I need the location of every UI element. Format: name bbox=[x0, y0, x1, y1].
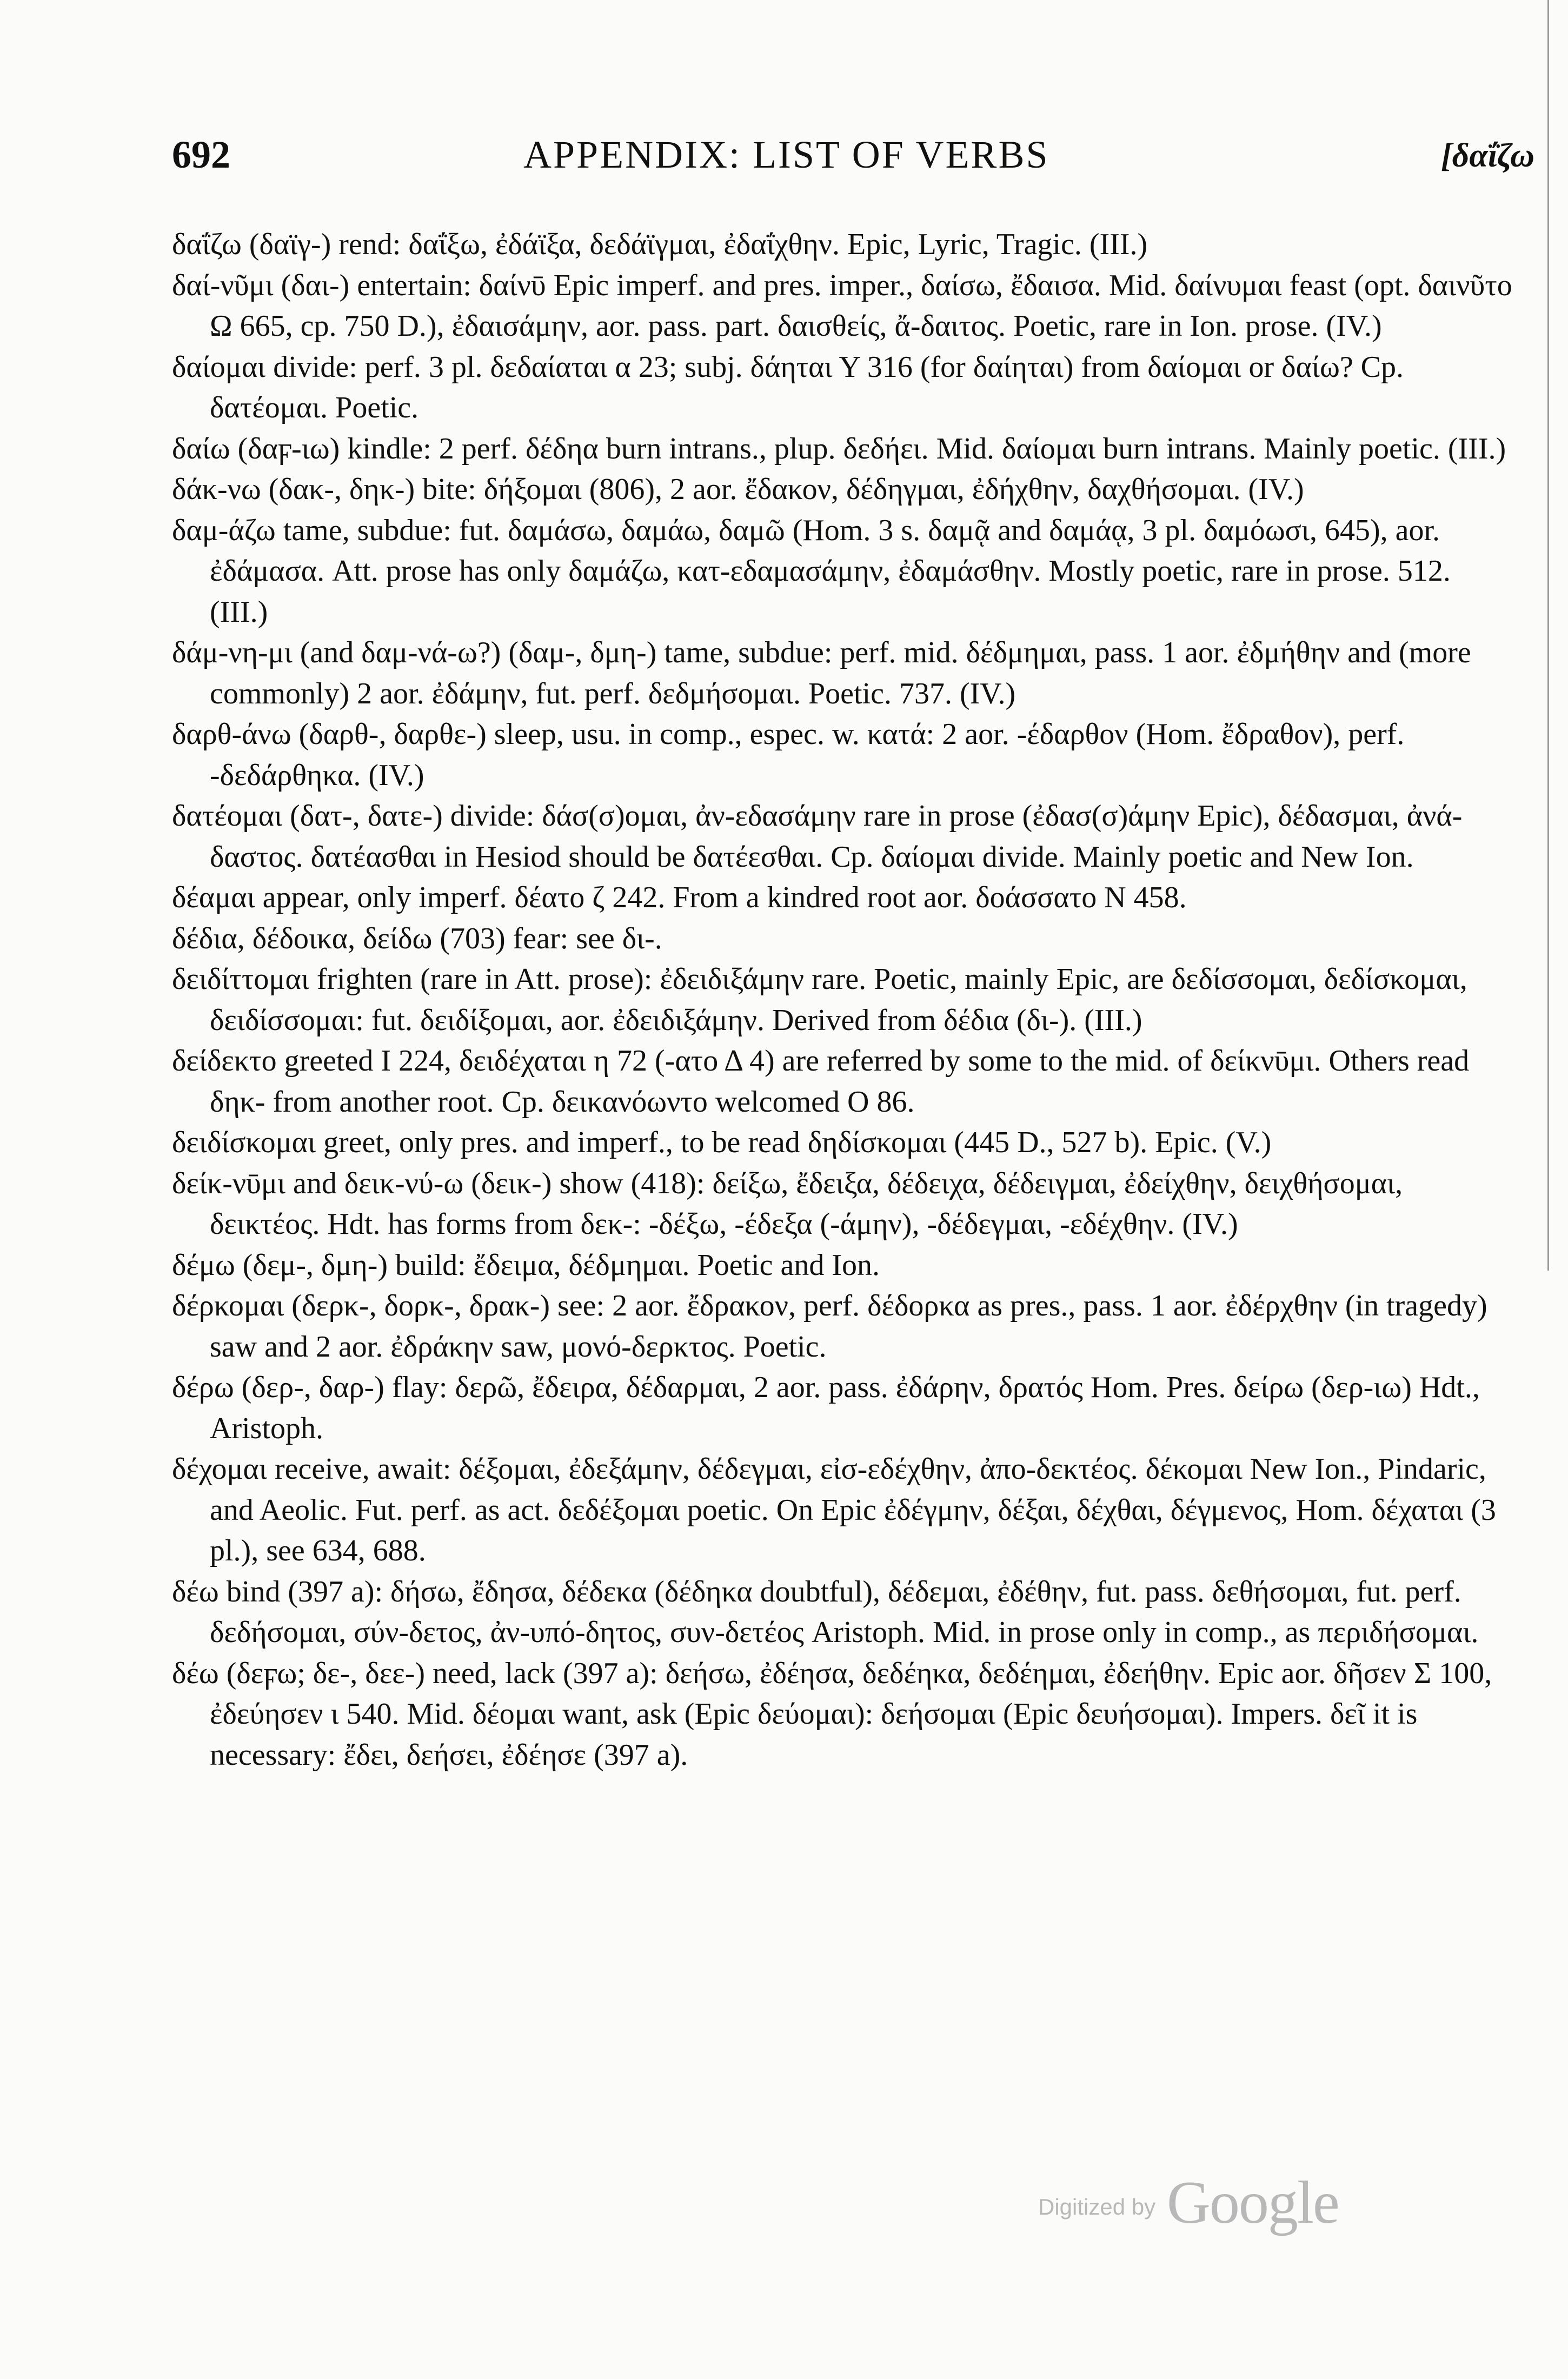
entry-daio: δαίω (δαϝ-ιω) kindle: 2 perf. δέδηα burn intrans., plup. δεδήει. Mid. δαίομαι burn intrans. Mainly poetic. (III.) bbox=[172, 431, 1506, 466]
entry-daizo: δαΐζω (δαϊγ-) rend: δαΐξω, ἐδάϊξα, δεδάϊγμαι, ἐδαΐχθην. Epic, Lyric, Tragic. (III.) bbox=[172, 228, 1148, 261]
entry-dero: δέρω (δερ-, δαρ-) flay: δερῶ, ἔδειρα, δέδαρμαι, 2 aor. pass. ἐδάρην, δρατός Hom. Pres. δείρω (δερ-ιω) Hdt., Aristoph. bbox=[172, 1371, 1480, 1445]
entry-daiomai: δαίομαι divide: perf. 3 pl. δεδαίαται α 23; subj. δάηται Υ 316 (for δαίηται) from δαίομαι or δαίω? Cp. δατέομαι. Poetic. bbox=[172, 350, 1404, 424]
entry-deidiskomai: δειδίσκομαι greet, only pres. and imperf., to be read δηδίσκομαι (445 D., 527 b). Epic. (V.) bbox=[172, 1126, 1272, 1159]
entry-deiknumi: δείκ-νῡμι and δεικ-νύ-ω (δεικ-) show (418): δείξω, ἔδειξα, δέδειχα, δέδειγμαι, ἐδείχθην, δειχθήσομαι, δεικτέος. Hdt. has forms from δεκ-: -δέξω, -έδεξα (-άμην), -δέδεγμαι, -εδέχθην. (IV.) bbox=[172, 1166, 1403, 1241]
entry-dechomai: δέχομαι receive, await: δέξομαι, ἐδεξάμην, δέδεγμαι, εἰσ-εδέχθην, ἀπο-δεκτέος. δέκομαι New Ion., Pindaric, and Aeolic. Fut. perf. as act. δεδέξομαι poetic. On Epic ἐδέγμην, δέξαι, δέχθαι, δέγμενος, Hom. δέχαται (3 pl.), see 634, 688. bbox=[172, 1452, 1496, 1567]
entry-derkomai: δέρκομαι (δερκ-, δορκ-, δρακ-) see: 2 aor. ἔδρακον, perf. δέδορκα as pres., pass. 1 aor. ἐδέρχθην (in tragedy) saw and 2 aor. ἐδράκην saw, μονό-δερκτος. Poetic. bbox=[172, 1289, 1487, 1364]
entry-damnemi: δάμ-νη-μι (and δαμ-νά-ω?) (δαμ-, δμη-) tame, subdue: perf. mid. δέδμημαι, pass. 1 aor. ἐδμήθην and (more commonly) 2 aor. ἐδάμην, fut. perf. δεδμήσομαι. Poetic. 737. (IV.) bbox=[172, 636, 1471, 710]
entry-deo-bind: δέω bind (397 a): δήσω, ἔδησα, δέδεκα (δέδηκα doubtful), δέδεμαι, ἐδέθην, fut. pass. δεθήσομαι, fut. perf. δεδήσομαι, σύν-δετος, ἀν-υπό-δητος, συν-δετέος Aristoph. Mid. in prose only in comp., as περιδήσομαι. bbox=[172, 1574, 1479, 1649]
entry-dakno: δάκ-νω (δακ-, δηκ-) bite: δήξομαι (806), 2 aor. ἔδακον, δέδηγμαι, ἐδήχθην, δαχθήσομαι. (IV.) bbox=[172, 473, 1304, 506]
entry-deo-need: δέω (δεϝω; δε-, δεε-) need, lack (397 a): δεήσω, ἐδέησα, δεδέηκα, δεδέημαι, ἐδεήθην. Epic aor. δῆσεν Σ 100, ἐδεύησεν ι 540. Mid. δέομαι want, ask (Epic δεύομαι): δεήσομαι (Epic δευήσομαι). Impers. δεῖ it is necessary: ἔδει, δεήσει, ἐδέησε (397 a). bbox=[172, 1656, 1492, 1772]
entry-deamai: δέαμαι appear, only imperf. δέατο ζ 242. From a kindred root aor. δοάσσατο Ν 458. bbox=[172, 881, 1187, 914]
page-number: 692 bbox=[172, 133, 230, 176]
entry-deidekto: δείδεκτο greeted Ι 224, δειδέχαται η 72 (-ατο Δ 4) are referred by some to the mid. of δείκνῡμι. Others read δηκ- from another root. Cp. δεικανόωντο welcomed Ο 86. bbox=[172, 1044, 1470, 1119]
entry-damazo: δαμ-άζω tame, subdue: fut. δαμάσω, δαμάω, δαμῶ (Hom. 3 s. δαμᾷ and δαμάᾳ, 3 pl. δαμόωσι, 645), aor. ἐδάμασα. Att. prose has only δαμάζω, κατ-εδαμασάμην, ἐδαμάσθην. Mostly poetic, rare in prose. 512. (III.) bbox=[172, 513, 1451, 629]
verb-entries bbox=[172, 224, 1513, 1776]
digitized-by-label: Digitized by bbox=[1038, 2194, 1156, 2219]
digitized-watermark bbox=[1038, 2168, 1471, 2236]
running-title: APPENDIX: LIST OF VERBS bbox=[523, 133, 1049, 176]
entry-dainumi: δαί-νῦμι (δαι-) entertain: δαίνῡ Epic imperf. and pres. imper., δαίσω, ἔδαισα. Mid. δαίνυμαι feast (opt. δαινῦτο Ω 665, cp. 750 D.), ἐδαισάμην, aor. pass. part. δαισθείς, ἄ-δαιτος. Poetic, rare in Ion. prose. (IV.) bbox=[172, 268, 1512, 343]
entry-demo: δέμω (δεμ-, δμη-) build: ἔδειμα, δέδμημαι. Poetic and Ion. bbox=[172, 1248, 880, 1282]
page-edge-rule bbox=[1547, 0, 1549, 1271]
page-header bbox=[172, 132, 1534, 192]
catchword: [δαΐζω bbox=[1440, 137, 1534, 174]
entry-dateomai: δατέομαι (δατ-, δατε-) divide: δάσ(σ)ομαι, ἀν-εδασάμην rare in prose (ἐδασ(σ)άμην Epic), δέδασμαι, ἀνά-δαστος. δατέασθαι in Hesiod should be δατέεσθαι. Cp. δαίομαι divide. Mainly poetic and New Ion. bbox=[172, 799, 1463, 874]
google-logo: Google bbox=[1167, 2169, 1339, 2236]
entry-dedia: δέδια, δέδοικα, δείδω (703) fear: see δι-. bbox=[172, 921, 662, 955]
entry-deidittomai: δειδίττομαι frighten (rare in Att. prose): ἐδειδιξάμην rare. Poetic, mainly Epic, are δεδίσσομαι, δεδίσκομαι, δειδίσσομαι: fut. δειδίξομαι, aor. ἐδειδιξάμην. Derived from δέδια (δι-). (III.) bbox=[172, 962, 1467, 1037]
entry-darthano: δαρθ-άνω (δαρθ-, δαρθε-) sleep, usu. in comp., espec. w. κατά: 2 aor. -έδαρθον (Hom. ἔδραθον), perf. -δεδάρθηκα. (IV.) bbox=[172, 717, 1405, 792]
